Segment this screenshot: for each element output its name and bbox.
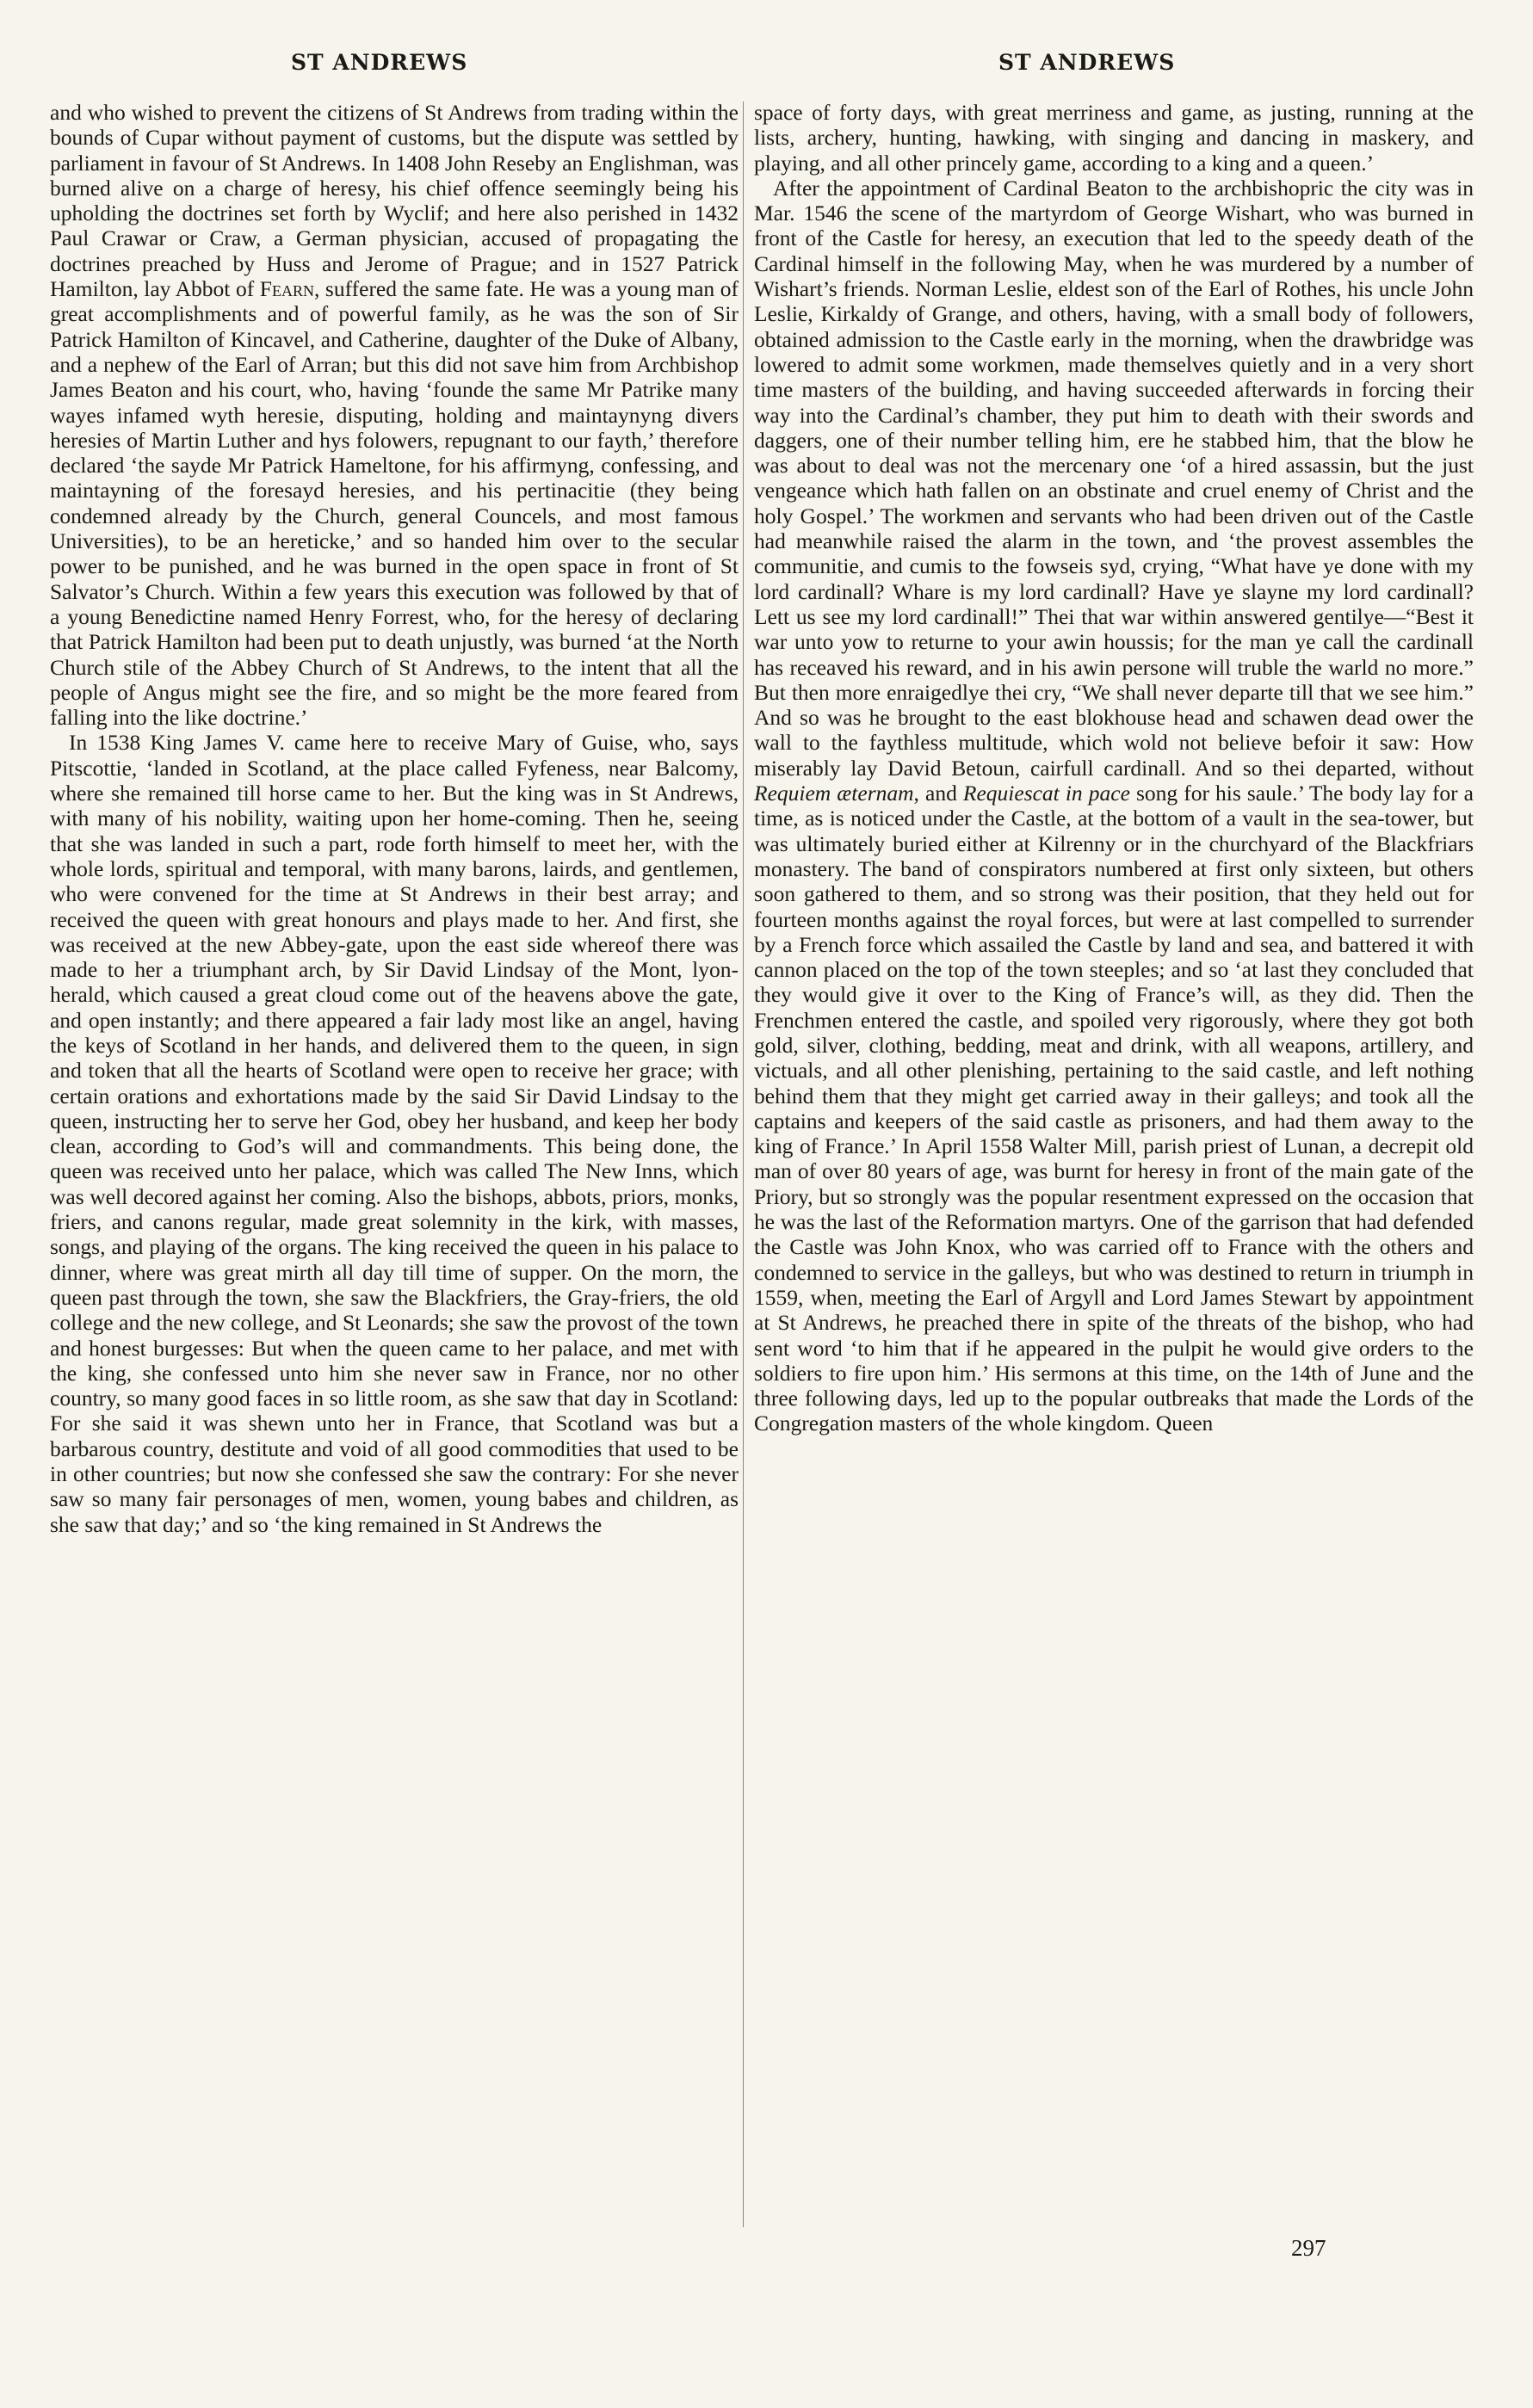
running-header [0, 50, 1533, 84]
running-head-left: ST ANDREWS [291, 50, 468, 75]
running-head-right: ST ANDREWS [998, 50, 1176, 75]
latin-phrase: Requiem æternam [754, 781, 914, 806]
page-number: 297 [1291, 2235, 1326, 2261]
text-run: and who wished to prevent the citizens of St Andrews from trading within the bounds of Cupar without payment of customs, but the dispute was settled by parliament in favour of St Andrews. In 1408 John Reseby an Englishman, was burned alive on a charge of heresy, his chief offence seemingly being his upholding the doctrines set forth by Wyclif; and here also perished in 1432 Paul Crawar or Craw, a German physician, accused of propagating the doctrines preached by Huss and Jerome of Prague; and in 1527 Patrick Hamilton, lay Abbot of [50, 100, 739, 302]
left-column [50, 100, 739, 1537]
paragraph: In 1538 King James V. came here to receive Mary of Guise, who, says Pitscottie, ‘landed in Scotland, at the place called Fyfeness, near Balcomy, where she remained till horse came to her. But the king was in St Andrews, with many of his nobility, waiting upon her home-coming. Then he, seeing that she was landed in such a part, rode forth himself to meet her, with the whole lords, spiritual and temporal, with many barons, lairds, and gentlemen, who were convened for the time at St Andrews in their best array; and received the queen with great honours and plays made to her. And first, she was received at the new Abbey-gate, upon the east side whereof there was made to her a triumphant arch, by Sir David Lindsay of the Mont, lyon-herald, which caused a great cloud come out of the heavens above the gate, and open instantly; and there appeared a fair lady most like an angel, having the keys of Scotland in her hands, and delivered them to the queen, in sign and token that all the hearts of Scotland were open to receive her grace; with certain orations and exhortations made by the said Sir David Lindsay to the queen, instructing her to serve her God, obey her husband, and keep her body clean, according to God’s will and commandments. This being done, the queen was received unto her palace, which was called The New Inns, which was well decored against her coming. Also the bishops, abbots, priors, monks, friers, and canons regular, made great solemnity in the kirk, with masses, songs, and playing of the organs. The king received the queen in his palace to dinner, where was great mirth all day till time of supper. On the morn, the queen past through the town, she saw the Blackfriers, the Gray-friers, the old college and the new college, and St Leonards; she saw the provost of the town and honest burgesses: But when the queen came to her palace, and met with the king, she confessed unto him she never saw in France, nor no other country, so many good faces in so little room, as she saw that day in Scotland: For she said it was shewn unto her in France, that Scotland was but a barbarous country, destitute and void of all good commodities that used to be in other countries; but now she confessed she saw the contrary: For she never saw so many fair personages of men, women, young babes and children, as she saw that day;’ and so ‘the king remained in St Andrews the [50, 730, 739, 1537]
place-name-fearn: Fearn [259, 276, 314, 302]
column-divider [743, 102, 744, 2227]
text-run: After the appointment of Cardinal Beaton to the archbishopric the city was in Mar. 1546 the scene of the martyrdom of George Wishart, who was burned in front of the Castle for heresy, an execution that led to the speedy death of the Cardinal himself in the following May, when he was murdered by a number of Wishart’s friends. Norman Leslie, eldest son of the Earl of Rothes, his uncle John Leslie, Kirkaldy of Grange, and others, having, with a small body of followers, obtained admission to the Castle early in the morning, when the drawbridge was lowered to admit some workmen, made themselves quietly and in a very short time masters of the building, and having succeeded afterwards in forcing their way into the Cardinal’s chamber, they put him to death with their swords and daggers, one of their number telling him, ere he stabbed him, that the blow he was about to deal was not the mercenary one ‘of a hired assassin, but the just vengeance which hath fallen on an obstinate and cruel enemy of Christ and the holy Gospel.’ The workmen and servants who had been driven out of the Castle had meanwhile raised the alarm in the town, and ‘the provest assembles the communitie, and cumis to the fowseis syd, crying, “What have ye done with my lord cardinall? Whare is my lord cardinall? Have ye slayne my lord cardinall? Lett us see my lord cardinall!” Thei that war within answered gentilye—“Best it war unto yow to returne to your awin houssis; for the man ye call the cardinall has receaved his reward, and in his awin persone will truble the warld no more.” But then more enraigedlye thei cry, “We shall never departe till that we see him.” And so was he brought to the east blokhouse head and schawen dead ower the wall to the faythless multitude, which wold not believe befoir it saw: How miserably lay David Betoun, cairfull cardinall. And so thei departed, without [754, 175, 1474, 781]
text-run: song for his saule.’ The body lay for a time, as is noticed under the Castle, at the bottom of a vault in the sea-tower, but was ultimately buried either at Kilrenny or in the churchyard of the Blackfriars monastery. The band of conspirators numbered at first only sixteen, but others soon gathered to them, and so strong was their position, that they held out for fourteen months against the royal forces, but were at last compelled to surrender by a French force which assailed the Castle by land and sea, and battered it with cannon placed on the top of the town steeples; and so ‘at last they concluded that they would give it over to the King of France’s will, as they did. Then the Frenchmen entered the castle, and spoiled very rigorously, where they got both gold, silver, clothing, bedding, meat and drink, with all weapons, artillery, and victuals, and all other plenishing, pertaining to the said castle, and left nothing behind them that they might get carried away in their galleys; and took all the captains and keepers of the said castle as prisoners, and had them away to the king of France.’ In April 1558 Walter Mill, parish priest of Lunan, a decrepit old man of over 80 years of age, was burnt for heresy in front of the main gate of the Priory, but so strongly was the popular resentment expressed on the occasion that he was the last of the Reformation martyrs. One of the garrison that had defended the Castle was John Knox, who was carried off to France with the others and condemned to service in the galleys, but who was destined to return in triumph in 1559, when, meeting the Earl of Argyll and Lord James Stewart by appointment at St Andrews, he preached there in spite of the threats of the bishop, who had sent word ‘to him that if he appeared in the pulpit he would give orders to the soldiers to fire upon him.’ His sermons at this time, on the 14th of June and the three following days, led up to the popular outbreaks that made the Lords of the Congregation masters of the whole kingdom. Queen [754, 781, 1474, 1436]
right-column [754, 100, 1474, 1436]
paragraph [50, 100, 739, 730]
text-run: , and [913, 781, 963, 806]
paragraph: space of forty days, with great merriness and game, as justing, running at the lists, archery, hunting, hawking, with singing and dancing in maskery, and playing, and all other princely game, according to a king and a queen.’ [754, 100, 1474, 176]
latin-phrase: Requiescat in pace [962, 781, 1130, 806]
text-run: , suffered the same fate. He was a young man of great accomplishments and of powerful family, as he was the son of Sir Patrick Hamilton of Kincavel, and Catherine, daughter of the Duke of Albany, and a nephew of the Earl of Arran; but this did not save him from Archbishop James Beaton and his court, who, having ‘founde the same Mr Patrike many wayes infamed wyth heresie, disputing, holding and maintaynyng divers heresies of Martin Luther and hys folowers, repugnant to our fayth,’ therefore declared ‘the sayde Mr Patrick Hameltone, for his affirmyng, confessing, and maintayning of the foresayd heresies, and his pertinacitie (they being condemned already by the Church, general Councels, and most famous Universities), to be an hereticke,’ and so handed him over to the secular power to be punished, and he was burned in the open space in front of St Salvator’s Church. Within a few years this execution was followed by that of a young Benedictine named Henry Forrest, who, for the heresy of declaring that Patrick Hamilton had been put to death unjustly, was burned ‘at the North Church stile of the Abbey Church of St Andrews, to the intent that all the people of Angus might see the fire, and so might be the more feared from falling into the like doctrine.’ [50, 276, 739, 731]
paragraph [754, 176, 1474, 1436]
